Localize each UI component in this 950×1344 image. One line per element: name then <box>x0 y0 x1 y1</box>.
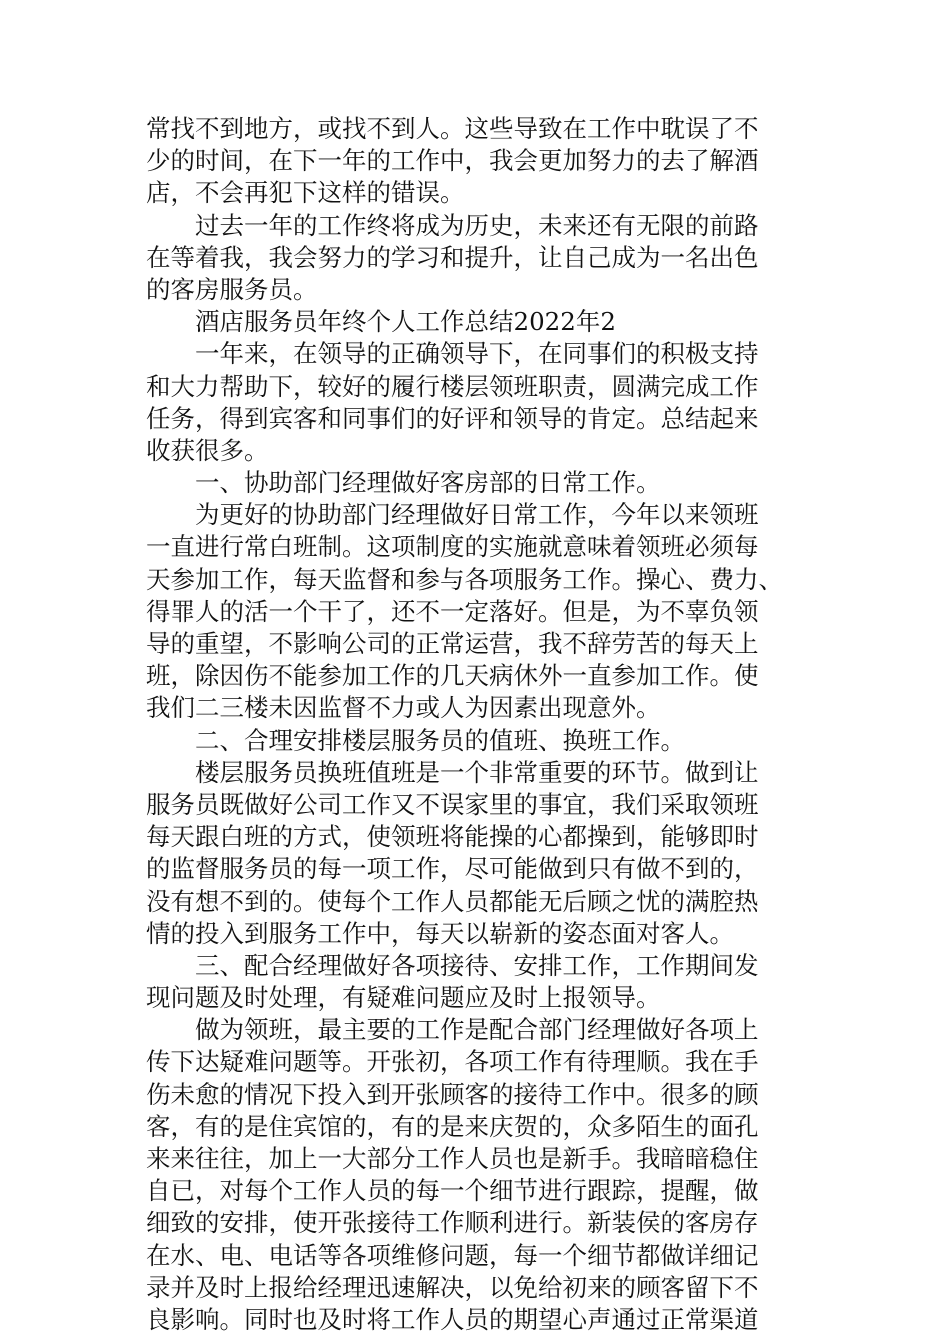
text-line: 常找不到地方，或找不到人。这些导致在工作中耽误了不 <box>146 114 759 143</box>
text-line: 情的投入到服务工作中，每天以崭新的姿态面对客人。 <box>146 918 734 948</box>
text-line: 二、合理安排楼层服务员的值班、换班工作。 <box>195 725 685 755</box>
text-line: 三、配合经理做好各项接待、安排工作，工作期间发 <box>195 950 759 980</box>
text-line: 每天跟白班的方式，使领班将能操的心都操到，能够即时 <box>146 822 759 852</box>
text-line: 的监督服务员的每一项工作，尽可能做到只有做不到的， <box>146 854 759 884</box>
text-line: 在水、电、电话等各项维修问题，每一个细节都做详细记 <box>146 1240 759 1270</box>
text-line: 做为领班，最主要的工作是配合部门经理做好各项上 <box>195 1015 759 1045</box>
text-line: 任务，得到宾客和同事们的好评和领导的肯定。总结起来 <box>146 403 759 433</box>
text-line: 一、协助部门经理做好客房部的日常工作。 <box>195 468 661 498</box>
text-line: 服务员既做好公司工作又不误家里的事宜，我们采取领班 <box>146 789 759 819</box>
text-line: 一直进行常白班制。这项制度的实施就意味着领班必须每 <box>146 532 759 562</box>
text-line: 的客房服务员。 <box>146 274 318 304</box>
text-line: 酒店服务员年终个人工作总结2022年2 <box>195 307 616 337</box>
text-line: 传下达疑难问题等。开张初，各项工作有待理顺。我在手 <box>146 1047 759 1077</box>
text-line: 得罪人的活一个干了，还不一定落好。但是，为不辜负领 <box>146 596 759 626</box>
text-line: 导的重望，不影响公司的正常运营，我不辞劳苦的每天上 <box>146 629 759 658</box>
text-line: 录并及时上报给经理迅速解决，以免给初来的顾客留下不 <box>146 1272 759 1302</box>
text-line: 楼层服务员换班值班是一个非常重要的环节。做到让 <box>195 757 759 787</box>
text-line: 细致的安排，使开张接待工作顺利进行。新装侯的客房存 <box>146 1208 759 1238</box>
text-line: 现问题及时处理，有疑难问题应及时上报领导。 <box>146 983 661 1013</box>
text-line: 一年来，在领导的正确领导下，在同事们的积极支持 <box>195 339 759 369</box>
text-line: 少的时间，在下一年的工作中，我会更加努力的去了解酒 <box>146 146 759 176</box>
text-line: 和大力帮助下，较好的履行楼层领班职责，圆满完成工作 <box>146 371 759 401</box>
text-line: 伤未愈的情况下投入到开张顾客的接待工作中。很多的顾 <box>146 1079 759 1109</box>
text-line: 为更好的协助部门经理做好日常工作，今年以来领班 <box>195 500 759 530</box>
text-line: 在等着我，我会努力的学习和提升，让自己成为一名出色 <box>146 242 759 272</box>
text-line: 客，有的是住宾馆的，有的是来庆贺的，众多陌生的面孔 <box>146 1111 759 1141</box>
text-line: 良影响。同时也及时将工作人员的期望心声通过正常渠道 <box>146 1304 759 1334</box>
text-line: 自已，对每个工作人员的每一个细节进行跟踪，提醒，做 <box>146 1176 759 1206</box>
text-line: 来来往往，加上一大部分工作人员也是新手。我暗暗稳住 <box>146 1144 759 1173</box>
text-line: 我们二三楼未因监督不力或人为因素出现意外。 <box>146 693 661 723</box>
text-line: 店，不会再犯下这样的错误。 <box>146 178 465 208</box>
text-line: 没有想不到的。使每个工作人员都能无后顾之忧的满腔热 <box>146 886 759 916</box>
text-line: 收获很多。 <box>146 435 269 465</box>
text-line: 过去一年的工作终将成为历史，未来还有无限的前路 <box>195 210 759 240</box>
text-line: 班，除因伤不能参加工作的几天病休外一直参加工作。使 <box>146 661 759 691</box>
text-line: 天参加工作，每天监督和参与各项服务工作。操心、费力、 <box>146 564 783 594</box>
document-page <box>146 113 806 1336</box>
